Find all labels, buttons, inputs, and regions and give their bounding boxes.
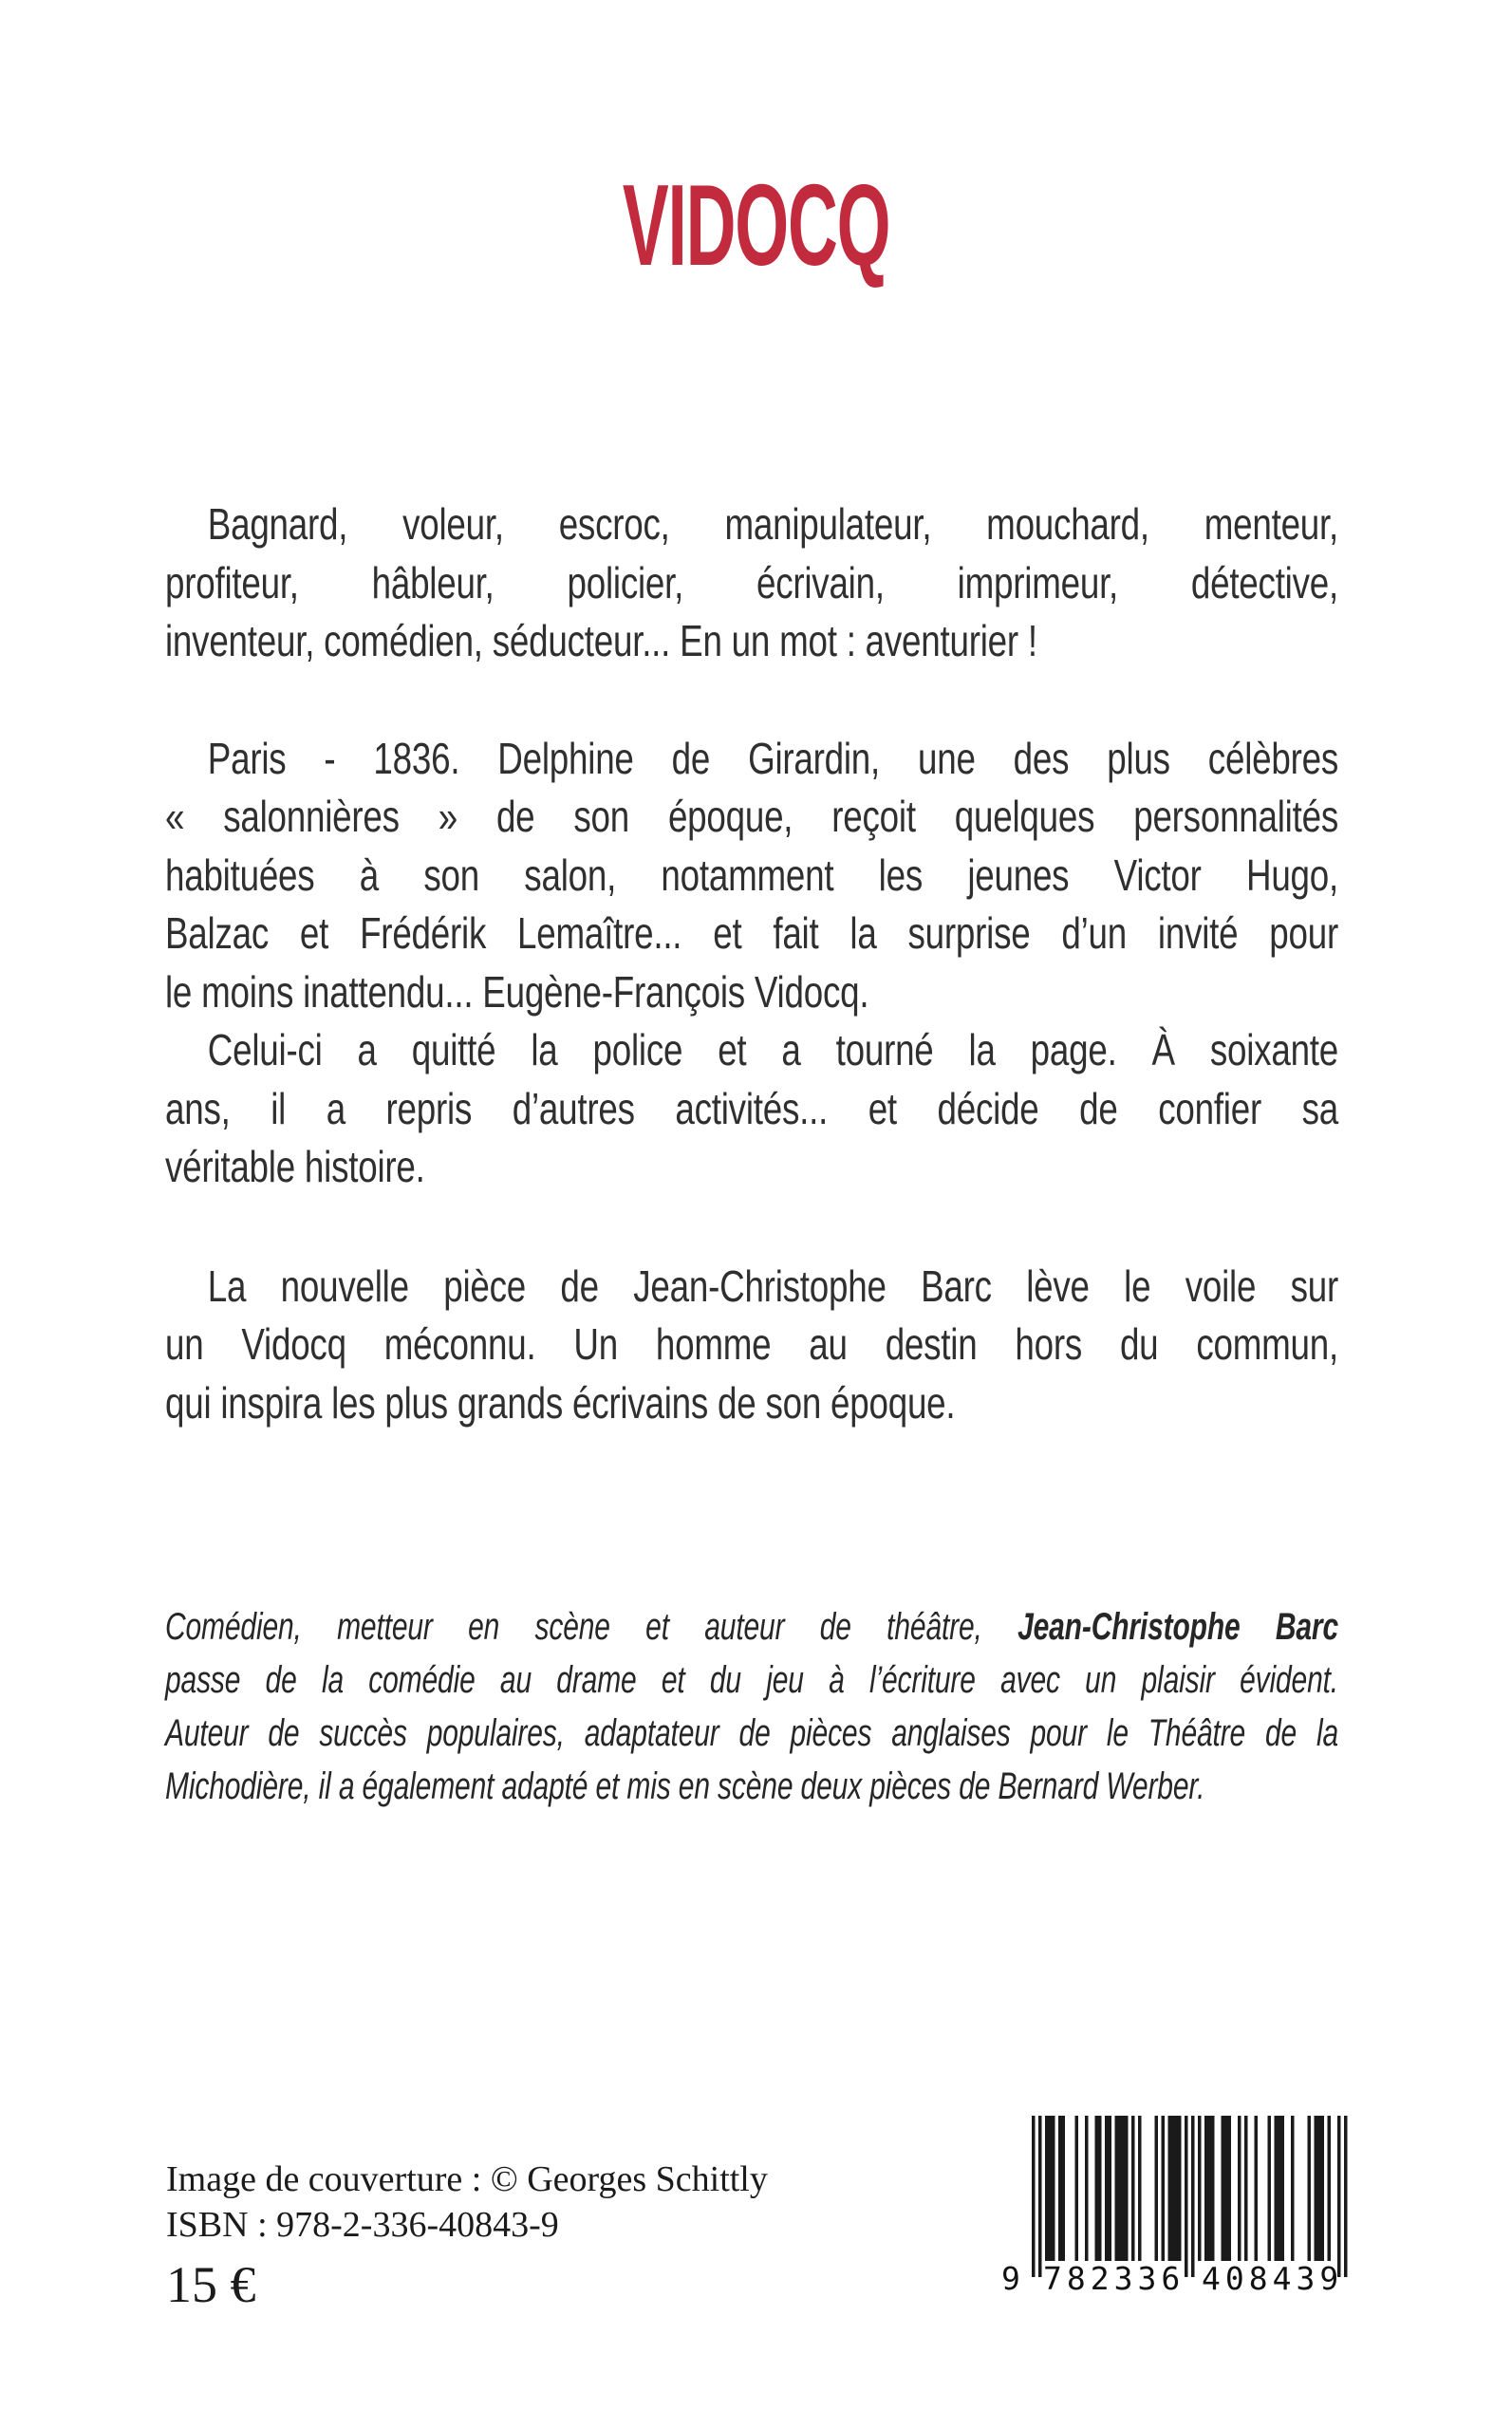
text-line: qui inspira les plus grands écrivains de son époque.	[165, 1377, 956, 1428]
text-line: inventeur, comédien, séducteur... En un mot : aventurier !	[165, 616, 1037, 665]
synopsis-paragraph-3	[165, 1021, 1338, 1197]
author-name: Jean-Christophe Barc	[1017, 1606, 1338, 1648]
text-line: Michodière, il a également adapté et mis en scène deux pièces de Bernard Werber.	[165, 1765, 1205, 1807]
price-text: 15 €	[166, 2256, 256, 2313]
text-line: La nouvelle pièce de Jean-Christophe Barc lève le voile sur	[207, 1261, 1338, 1311]
barcode-digit-first: 9	[1001, 2260, 1020, 2297]
synopsis-paragraph-4	[165, 1258, 1338, 1433]
text-line: un Vidocq méconnu. Un homme au destin hors du commun,	[165, 1319, 1338, 1369]
text-line: habituées à son salon, notamment les jeunes Victor Hugo,	[165, 850, 1338, 900]
text-line	[165, 1600, 1338, 1653]
ean13-barcode	[1001, 2116, 1348, 2306]
synopsis	[165, 495, 1338, 1432]
text-line: passe de la comédie au drame et du jeu à l’écriture avec un plaisir évident.	[165, 1659, 1338, 1701]
synopsis-paragraph-2	[165, 730, 1338, 1022]
text-line: Balzac et Frédérik Lemaître... et fait la surprise d’un invité pour	[165, 908, 1338, 958]
text-line: véritable histoire.	[165, 1142, 425, 1191]
book-title-text: VIDOCQ	[622, 160, 890, 289]
barcode-digits-left: 782336	[1043, 2260, 1185, 2297]
text-line: Auteur de succès populaires, adaptateur de pièces anglaises pour le Théâtre de la	[165, 1712, 1338, 1754]
text-line: Paris - 1836. Delphine de Girardin, une des plus célèbres	[207, 733, 1338, 783]
text-line: Celui-ci a quitté la police et a tourné la page. À soixante	[207, 1025, 1338, 1074]
text-line: ans, il a repris d’autres activités... et décide de confier sa	[165, 1083, 1338, 1133]
text-line: le moins inattendu... Eugène-François Vidocq.	[165, 966, 869, 1017]
text-line: « salonnières » de son époque, reçoit quelques personnalités	[165, 792, 1338, 841]
synopsis-paragraph-1	[165, 495, 1338, 671]
isbn-text: ISBN : 978-2-336-40843-9	[166, 2205, 559, 2245]
barcode-bars	[1032, 2116, 1348, 2279]
cover-image-credit: Image de couverture : © Georges Schittly	[166, 2159, 768, 2199]
barcode-digits-right: 408439	[1202, 2260, 1344, 2297]
bio-intro: Comédien, metteur en scène et auteur de théâtre,	[165, 1606, 1018, 1648]
book-title	[0, 160, 1512, 296]
text-line: profiteur, hâbleur, policier, écrivain, imprimeur, détective,	[165, 557, 1338, 607]
text-line: Bagnard, voleur, escroc, manipulateur, mouchard, menteur,	[207, 499, 1338, 549]
author-bio	[165, 1600, 1338, 1813]
